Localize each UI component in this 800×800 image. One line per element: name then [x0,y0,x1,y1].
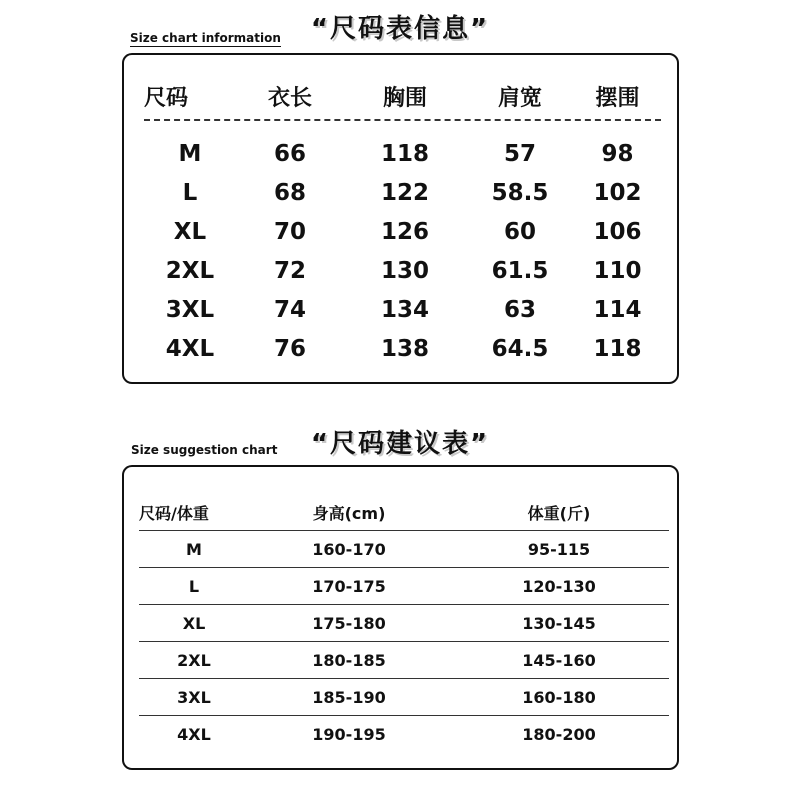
table-cell: 138 [380,335,429,362]
table-cell: 63 [503,296,536,323]
table-cell: 61.5 [491,257,549,284]
table-row [139,531,669,568]
column-header: 尺码/体重 [139,504,209,523]
table-cell: 72 [273,257,306,284]
size-chart-body [144,134,661,368]
table-cell: 120-130 [522,576,596,596]
dashed-divider [144,119,661,121]
table-cell: 102 [593,179,642,206]
table-cell: 106 [593,218,642,245]
size-chart-header-row [144,75,661,117]
table-cell: 180-185 [312,650,386,670]
table-cell: 68 [273,179,306,206]
table-cell: 57 [503,140,536,167]
table-cell: 122 [380,179,429,206]
table-cell: 58.5 [491,179,549,206]
table-cell: 64.5 [491,335,549,362]
table-cell: 126 [380,218,429,245]
table-cell: 160-180 [522,687,596,707]
table-row [144,251,661,290]
table-cell: 110 [593,257,642,284]
table-cell: 95-115 [527,539,591,559]
column-header: 身高(cm) [312,504,386,523]
table-cell: 3XL [177,687,211,707]
table-row [144,134,661,173]
table-row [144,212,661,251]
column-header: 肩宽 [497,85,542,111]
size-suggestion-header-row [139,495,669,531]
table-row [144,290,661,329]
table-cell: 185-190 [312,687,386,707]
table-cell: 118 [380,140,429,167]
table-cell: 4XL [165,335,215,362]
table-row [139,605,669,642]
table-cell: 3XL [165,296,215,323]
size-chart-box [122,53,679,384]
size-chart-title: “尺码表信息” [310,14,490,44]
size-suggestion-title: “尺码建议表” [310,429,490,459]
column-header: 体重(斤) [527,504,591,523]
table-cell: 134 [380,296,429,323]
table-cell: 160-170 [312,539,386,559]
column-header: 衣长 [267,85,312,111]
table-cell: M [178,140,202,167]
table-cell: L [182,179,198,206]
table-cell: 130-145 [522,613,596,633]
table-cell: XL [182,613,206,633]
table-cell: 190-195 [312,725,386,744]
table-cell: 66 [273,140,306,167]
table-cell: 74 [273,296,306,323]
table-cell: 118 [593,335,642,362]
table-cell: XL [173,218,207,245]
table-cell: 180-200 [522,725,596,744]
table-cell: 4XL [177,725,211,744]
table-row [139,568,669,605]
size-chart-subtitle: Size chart information [130,31,281,45]
size-suggestion-subtitle: Size suggestion chart [131,443,278,457]
table-cell: 170-175 [312,576,386,596]
table-row [139,716,669,753]
table-row [139,679,669,716]
table-row [144,329,661,368]
table-cell: L [188,576,200,596]
table-cell: 114 [593,296,642,323]
table-cell: 60 [503,218,536,245]
table-row [139,642,669,679]
table-cell: 2XL [177,650,211,670]
size-chart-table [144,75,661,368]
column-header: 摆围 [595,85,640,111]
column-header: 胸围 [382,85,427,111]
table-cell: 98 [601,140,634,167]
size-suggestion-body [139,531,669,753]
table-cell: 175-180 [312,613,386,633]
table-row [144,173,661,212]
table-cell: 130 [380,257,429,284]
table-cell: 145-160 [522,650,596,670]
table-cell: 76 [273,335,306,362]
table-cell: M [186,539,202,559]
size-suggestion-box [122,465,679,770]
table-cell: 70 [273,218,306,245]
size-suggestion-table [139,495,669,753]
column-header: 尺码 [144,85,189,111]
table-cell: 2XL [165,257,215,284]
